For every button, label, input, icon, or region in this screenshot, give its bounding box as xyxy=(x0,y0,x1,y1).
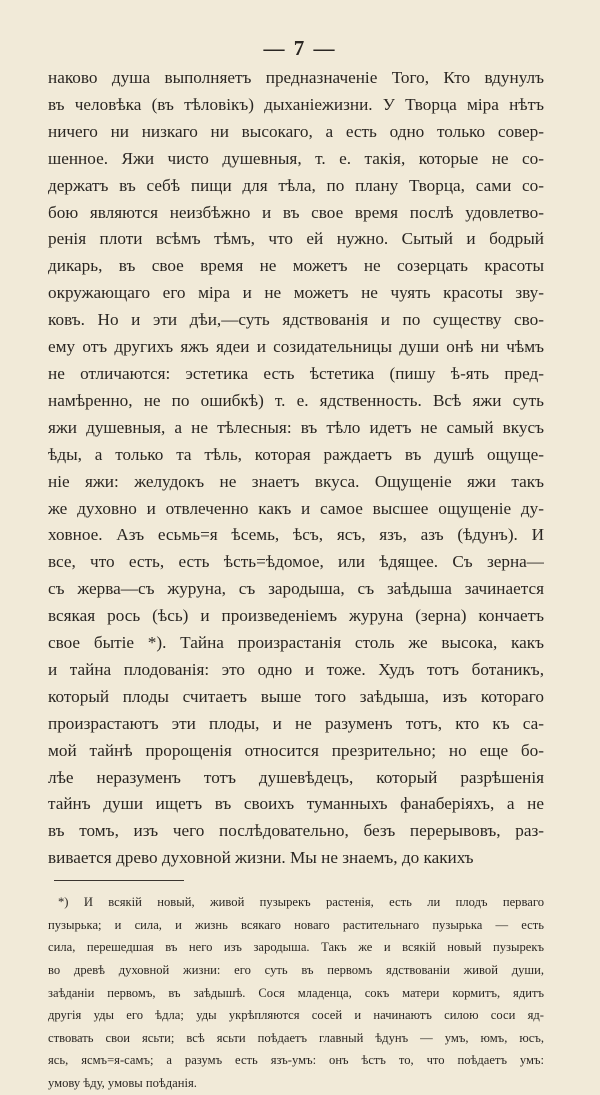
footnote-line: *) И всякій новый, живой пузырекъ растенія, есть ли плодъ перваго xyxy=(58,895,544,910)
text-line: все, что есть, есть ѣсть=ѣдомое, или ѣдящее. Съ зерна— xyxy=(48,552,544,572)
text-line: свое бытіе *). Тайна произрастанія столь же высока, какъ xyxy=(48,633,544,653)
text-line: наково душа выполняетъ предназначеніе Того, Кто вдунулъ xyxy=(48,68,544,87)
main-text xyxy=(48,65,544,872)
text-line: который плоды считаетъ выше того заѣдыша, изъ котораго xyxy=(48,686,544,706)
page-number: — 7 — xyxy=(263,36,337,60)
text-line: ніе яжи: желудокъ не знаетъ вкуса. Ощущеніе яжи такъ xyxy=(48,471,544,491)
text-line: дикарь, въ свое время не можетъ не созерцать красоты xyxy=(48,256,544,276)
footnote-line: во древѣ духовной жизни: его суть въ первомъ ядствованіи живой души, xyxy=(48,962,544,977)
text-line: яжи душевныя, а не тѣлесныя: въ тѣло идетъ не самый вкусъ xyxy=(48,417,544,437)
footnote-line: заѣданіи первомъ, въ заѣдышѣ. Сося младенца, сокъ матери кормитъ, ядитъ xyxy=(48,985,544,1000)
text-line: тайнъ души ищетъ въ своихъ туманныхъ фанаберіяхъ, а не xyxy=(48,794,544,814)
footnote-line: умову ѣду, умовы поѣданія. xyxy=(48,1075,197,1090)
text-line: окружающаго его міра и не можетъ не чуять красоты зву- xyxy=(48,283,544,303)
text-line: лѣе неразуменъ тотъ душевѣдецъ, который разрѣшенія xyxy=(48,767,544,787)
footnote-line: другія уды его ѣдла; уды укрѣпляются сосей и начинаютъ силою соси яд- xyxy=(48,1008,544,1023)
text-line: и тайна плодованія: это одно и тоже. Худъ тотъ ботаникъ, xyxy=(48,659,544,679)
text-line: ему отъ другихъ яжъ ядеи и созидательницы души онѣ ни чѣмъ xyxy=(48,337,544,357)
text-line: ковъ. Но и эти дѣи,—суть ядствованія и по существу сво- xyxy=(48,310,544,330)
text-line: бою являются неизбѣжно и въ свое время послѣ удовлетво- xyxy=(48,202,544,222)
text-line: въ человѣка (въ тѣловікъ) дыханіежизни. У Творца міра нѣтъ xyxy=(48,94,544,114)
text-line: ховное. Азъ есьмь=я ѣсемь, ѣсъ, ясъ, язъ, азъ (ѣдунъ). И xyxy=(48,525,544,545)
text-line: же духовно и отвлеченно какъ и самое высшее ощущеніе ду- xyxy=(48,498,544,518)
footnote xyxy=(48,891,544,1094)
footnote-line: ясь, ясмъ=я-самъ; а разумъ есть язъ-умъ: онъ ѣстъ то, что поѣдаетъ умъ: xyxy=(48,1053,544,1068)
text-line: въ томъ, изъ чего послѣдовательно, безъ перерывовъ, раз- xyxy=(48,821,544,841)
footnote-divider xyxy=(54,880,184,881)
footnote-line: сила, перешедшая въ него изъ зародыша. Такъ же и всякій новый пузырекъ xyxy=(48,940,544,955)
text-line: ренія плоти всѣмъ тѣмъ, что ей нужно. Сытый и бодрый xyxy=(48,229,544,249)
text-line: намѣренно, не по ошибкѣ) т. е. ядственность. Всѣ яжи суть xyxy=(48,390,544,410)
text-line: произрастаютъ эти плоды, и не разуменъ тотъ, кто къ са- xyxy=(48,713,544,733)
footnote-line: ствовать свои ясьти; всѣ ясьти поѣдаетъ главный ѣдунъ — умъ, юмъ, юсъ, xyxy=(48,1030,544,1045)
text-line: ничего ни низкаго ни высокаго, а есть одно только совер- xyxy=(48,121,544,141)
text-line: не отличаются: эстетика есть ѣстетика (пишу ѣ-ять пред- xyxy=(48,363,544,383)
text-line: всякая рось (ѣсь) и произведеніемъ журуна (зерна) кончаетъ xyxy=(48,606,544,626)
text-line: шенное. Яжи чисто душевныя, т. е. такія, которые не со- xyxy=(48,148,544,168)
footnote-line: пузырька; и сила, и жизнь всякаго новаго растительнаго пузырька — есть xyxy=(48,917,544,932)
text-line: ѣды, а только та тѣль, которая раждаетъ въ душѣ ощуще- xyxy=(48,444,544,464)
text-line: съ жерва—съ журуна, съ зародыша, съ заѣдыша зачинается xyxy=(48,579,544,599)
text-line: вивается древо духовной жизни. Мы не знаемъ, до какихъ xyxy=(48,848,474,868)
text-line: мой тайнѣ пророщенія относится презрительно; но еще бо- xyxy=(48,740,544,760)
text-line: держатъ въ себѣ пищи для тѣла, по плану Творца, сами со- xyxy=(48,175,544,195)
